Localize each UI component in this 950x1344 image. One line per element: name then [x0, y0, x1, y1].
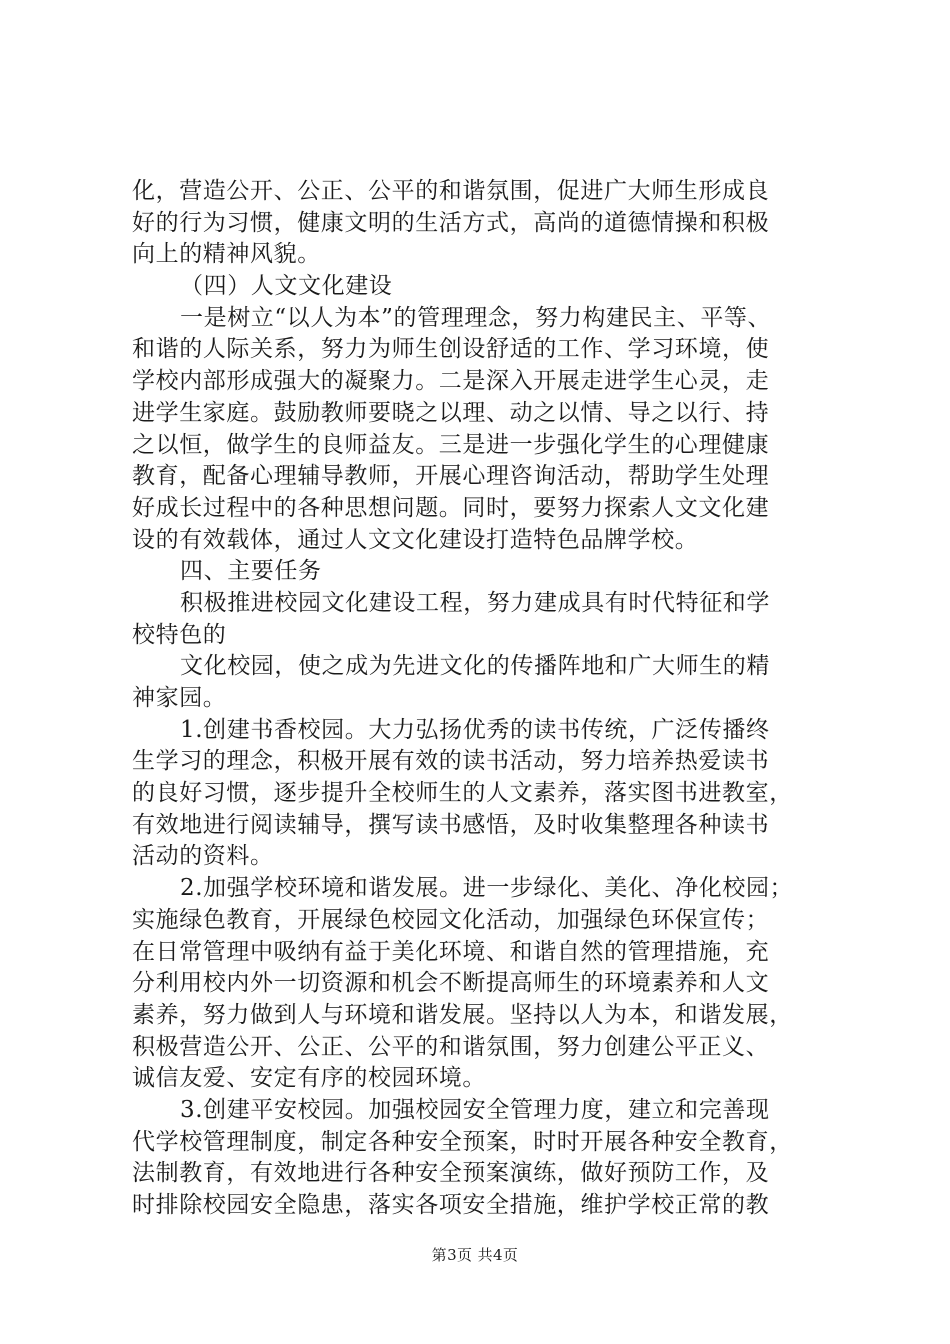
text-line: 设的有效载体，通过人文文化建设打造特色品牌学校。	[132, 526, 699, 553]
text-line: 一是树立“以人为本”的管理理念，努力构建民主、平等、	[180, 304, 772, 331]
text-line: 活动的资料。	[132, 843, 274, 870]
text-line: 神家园。	[132, 685, 227, 711]
text-line: 积极推进校园文化建设工程，努力建成具有时代特征和学	[180, 589, 770, 616]
text-line: 生学习的理念，积极开展有效的读书活动，努力培养热爱读书	[132, 748, 770, 775]
text-line: 四、主要任务	[180, 558, 322, 585]
text-line: 分利用校内外一切资源和机会不断提高师生的环境素养和人文	[132, 970, 770, 997]
text-line: 代学校管理制度，制定各种安全预案，时时开展各种安全教育，	[132, 1128, 793, 1155]
page-footer: 第3页 共4页	[431, 1246, 519, 1264]
text-line: 学校内部形成强大的凝聚力。二是深入开展走进学生心灵，走	[132, 368, 770, 395]
text-line: 好成长过程中的各种思想问题。同时，要努力探索人文文化建	[132, 494, 770, 521]
text-line: 好的行为习惯，健康文明的生活方式，高尚的道德情操和积极	[132, 209, 770, 236]
text-line: （四）人文文化建设	[180, 273, 393, 300]
text-line: 之以恒，做学生的良师益友。三是进一步强化学生的心理健康	[132, 431, 770, 458]
text-line: 进学生家庭。鼓励教师要晓之以理、动之以情、导之以行、持	[132, 399, 770, 426]
text-line: 向上的精神风貌。	[132, 241, 321, 268]
text-line: 素养，努力做到人与环境和谐发展。坚持以人为本，和谐发展，	[132, 1001, 793, 1028]
text-line: 的良好习惯，逐步提升全校师生的人文素养，落实图书进教室，	[132, 780, 793, 807]
document-body	[132, 176, 832, 1222]
text-line: 和谐的人际关系，努力为师生创设舒适的工作、学习环境，使	[132, 336, 770, 363]
text-line: 教育，配备心理辅导教师，开展心理咨询活动，帮助学生处理	[132, 463, 770, 490]
text-line: 1.创建书香校园。大力弘扬优秀的读书传统，广泛传播终	[180, 716, 770, 743]
text-line: 积极营造公开、公正、公平的和谐氛围，努力创建公平正义、	[132, 1033, 770, 1060]
text-line: 3.创建平安校园。加强校园安全管理力度，建立和完善现	[180, 1096, 770, 1123]
text-line: 校特色的	[132, 621, 227, 648]
text-line: 2.加强学校环境和谐发展。进一步绿化、美化、净化校园；	[180, 875, 794, 902]
text-line: 在日常管理中吸纳有益于美化环境、和谐自然的管理措施，充	[132, 938, 770, 965]
text-line: 实施绿色教育，开展绿色校园文化活动，加强绿色环保宣传；	[132, 906, 770, 933]
text-line: 法制教育，有效地进行各种安全预案演练，做好预防工作，及	[132, 1160, 770, 1187]
text-line: 诚信友爱、安定有序的校园环境。	[132, 1065, 486, 1092]
text-line: 文化校园，使之成为先进文化的传播阵地和广大师生的精	[180, 653, 770, 680]
text-line: 有效地进行阅读辅导，撰写读书感悟，及时收集整理各种读书	[132, 811, 770, 838]
text-line: 化，营造公开、公正、公平的和谐氛围，促进广大师生形成良	[132, 178, 770, 204]
text-line: 时排除校园安全隐患，落实各项安全措施，维护学校正常的教	[132, 1192, 770, 1218]
